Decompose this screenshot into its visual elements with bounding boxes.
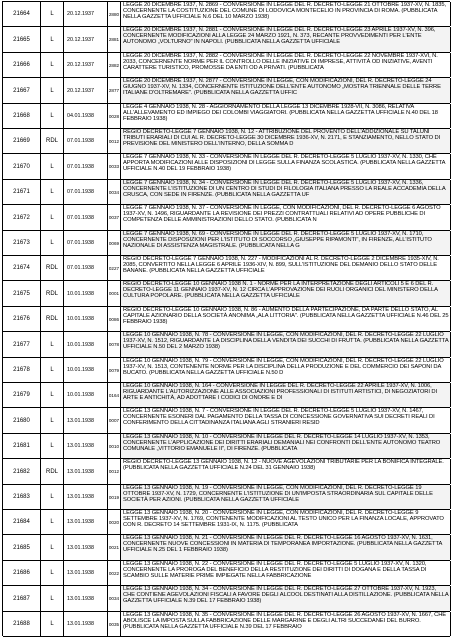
record-number: 21675 [3, 281, 41, 306]
record-type: L [41, 535, 64, 560]
record-type: L [41, 408, 64, 433]
record-type: L [41, 332, 64, 357]
record-code: 0164 [108, 383, 121, 407]
record-number: 21681 [3, 434, 41, 458]
record-number: 21673 [3, 231, 41, 255]
record-code: 0034 [108, 180, 121, 204]
record-type: L [41, 2, 64, 26]
table-row [3, 434, 450, 459]
record-code: 2881 [108, 27, 121, 52]
record-type: RDL [41, 307, 64, 331]
record-description: LEGGE 10 GENNAIO 1938, N. 164 - CONVERSIONE IN LEGGE DEL R. DECRETO-LEGGE 22 APRILE 1937-XV, N. 1006, RIGUARDANTE L'AUTORIZZAZIONE ALLE ASSOCIAZIONI PROFESSIONALI DI ISTITUTI ARTISTICI, DI NEGOZIATORI DI ARTE E ANTICHITÀ, AD ADOTTARE I CODICI DI ONORE E DI [121, 383, 451, 407]
record-type: L [41, 612, 64, 636]
table-row [3, 408, 450, 434]
record-code: 0035 [108, 612, 121, 636]
record-number: 21665 [3, 27, 41, 52]
record-date: 07.01.1938 [64, 154, 108, 179]
record-code: 2880 [108, 2, 121, 26]
record-date: 13.01.1938 [64, 408, 108, 433]
record-number: 21685 [3, 535, 41, 560]
record-date: 20.12.1937 [64, 27, 108, 52]
record-date: 20.12.1937 [64, 53, 108, 77]
table-row [3, 307, 450, 332]
record-type: RDL [41, 129, 64, 153]
record-date: 07.01.1938 [64, 231, 108, 255]
table-row [3, 2, 450, 27]
record-date: 20.12.1937 [64, 78, 108, 103]
table-row [3, 612, 450, 637]
table-row [3, 561, 450, 586]
record-description: LEGGE 13 GENNAIO 1938, N. 10 - CONVERSIONE IN LEGGE DEL R. DECRETO-LEGGE 14 LUGLIO 1937-XV, N. 1353, CONCERNENTE L'APPLICAZIONE DEI DIRITTI ERARIALI DEMANIALI NEI CONFRONTI DELL'ENTE AUTONOMO TEATRO COMUNALE „VITTORIO EMANUELE II", DI FIRENZE. (PUBBLICATA [121, 434, 451, 458]
record-description: LEGGE 7 GENNAIO 1938, N. 69 - CONVERSIONE IN LEGGE DEL R. DECRETO-LEGGE 5 LUGLIO 1937-XV, N. 1710, CONCERNENTE DISPOSIZIONI PER L'ISTITUTO DI SOCCORSO „GIUSEPPE RIPAMONTI", IN FIRENZE, ALL'ISTITUTO NAZIONALE DI ASSISTENZA MAGISTRALE. (PUBBLICATA NELLA G [121, 231, 451, 255]
record-date: 13.01.1938 [64, 535, 108, 560]
record-type: L [41, 180, 64, 204]
record-code: 0001 [108, 281, 121, 306]
table-row [3, 383, 450, 408]
record-date: 04.01.1938 [64, 104, 108, 128]
record-type: L [41, 510, 64, 534]
record-description: LEGGE 13 GENNAIO 1938, N. 19 - CONVERSIONE IN LEGGE, CON MODIFICAZIONI, DEL R. DECRETO-LEGGE 19 OTTOBRE 1937-XV, N. 1729, CONCERNENTE L'ISTITUZIONE DI UN'IMPOSTA STRAORDINARIA SUL CAPITALE DELLE SOCIETÀ PER AZIONI. (PUBBLICATA NELLA GAZZETTA UFFICIALE [121, 485, 451, 509]
record-code: 2877 [108, 78, 121, 103]
record-description: LEGGE 10 GENNAIO 1938, N. 79 - CONVERSIONE IN LEGGE, CON MODIFICAZIONI, DEL R. DECRETO-LEGGE 22 LUGLIO 1937-XV, N. 1513, CONTENENTE NORME PER LA DISCIPLINA DELLA PRODUZIONE E DEL COMMERCIO DEI SAPONI DA BUCATO. (PUBBLICATA NELLA GAZZETTA UFFICIALE N.50 D [121, 358, 451, 382]
table-row [3, 586, 450, 612]
record-date: 07.01.1938 [64, 256, 108, 280]
record-number: 21666 [3, 53, 41, 77]
record-number: 21670 [3, 154, 41, 179]
record-type: L [41, 485, 64, 509]
record-number: 21676 [3, 307, 41, 331]
record-code: 0019 [108, 485, 121, 509]
record-type: RDL [41, 281, 64, 306]
record-date: 07.01.1938 [64, 129, 108, 153]
record-type: L [41, 104, 64, 128]
record-description: LEGGE 7 GENNAIO 1938, N. 34 - CONVERSIONE IN LEGGE DEL R. DECRETO-LEGGE 5 LUGLIO 1937-XV, N. 1336, CONCERNENTE L'ISTITUZIONE DI UN CENTRO DI STUDI DI FILOLOGIA ITALIANA PRESSO LA REALE ACCADEMIA DELLA CRUSCA, CON SEDE IN FIRENZE. (PUBBLICATA NELLA GAZZETTA UF [121, 180, 451, 204]
record-description: REGIO DECRETO-LEGGE 13 GENNAIO 1938, N. 12 - NUOVE AGEVOLAZIONI TRIBUTARIE PER LA BONIFICA INTEGRALE. (PUBBLICATA NELLA GAZZETTA UFFICIALE N.24 DEL 31 GENNAIO 1938) [121, 459, 451, 484]
table-row [3, 180, 450, 205]
record-date: 20.12.1937 [64, 2, 108, 26]
record-number: 21678 [3, 358, 41, 382]
record-description: LEGGE 13 GENNAIO 1938, N. 21 - CONVERSIONE IN LEGGE DEL R. DECRETO-LEGGE 16 AGOSTO 1937-XV, N. 1631, CONCERNENTE NUOVE CONCESSIONI IN MATERIA DI TEMPORANEA IMPORTAZIONE. (PUBBLICATA NELLA GAZZETTA UFFICIALE N.25 DEL 1 FEBBRAIO 1938) [121, 535, 451, 560]
record-number: 21672 [3, 205, 41, 230]
record-number: 21674 [3, 256, 41, 280]
record-type: L [41, 434, 64, 458]
table-row [3, 154, 450, 180]
record-date: 07.01.1938 [64, 180, 108, 204]
record-number: 21668 [3, 104, 41, 128]
table-row [3, 332, 450, 358]
record-number: 21667 [3, 78, 41, 103]
table-row [3, 459, 450, 485]
record-number: 21686 [3, 561, 41, 585]
record-type: L [41, 205, 64, 230]
record-description: LEGGE 13 GENNAIO 1938, N. 34 - CONVERSIONE IN LEGGE DEL R. DECRETO-LEGGE 27 OTTOBRE 1937-XV, N. 1923, CHE CONTIENE AGEVOLAZIONI FISCALI A FAVORE DEGLI ALCOOL DESTINATI ALLA DISTILLAZIONE. (PUBBLICATA NELLA GAZZETTA UFFICIALE N.39 DEL 17 FEBBRAIO 1938) [121, 586, 451, 611]
record-description: LEGGE 20 DICEMBRE 1937, N. 2882 - CONVERSIONE IN LEGGE DEL R. DECRETO-LEGGE 22 NOVEMBRE 1937-XVI, N. 2033, CONCERNENTE NORME PER IL CONTROLLO DELLE INIZIATIVE DI IMPRESE, ATTIVITÀ OD INIZIATIVE, AVENTI CARATTERE TURISTICO, PROMOSSE DA ENTI OD A PRIVATI. (PUBBLICATA [121, 53, 451, 77]
table-row [3, 129, 450, 154]
table-row [3, 104, 450, 129]
table-row [3, 535, 450, 561]
table-row [3, 485, 450, 510]
record-date: 13.01.1938 [64, 434, 108, 458]
record-description: REGIO DECRETO-LEGGE 10 GENNAIO 1938, N. 86 - AUMENTO DELLA PARTECIPAZIONE, DA PARTE DELLO STATO, AL CAPITALE AZIONARIO DELLA SOCIETÀ ANONIMA „ALA LITTORIA". (PUBBLICATA NELLA GAZZETTA UFFICIALE N.46 DEL 25 FEBBRAIO 1938) [121, 307, 451, 331]
record-type: L [41, 383, 64, 407]
record-date: 10.01.1938 [64, 358, 108, 382]
record-code: 0021 [108, 535, 121, 560]
record-code: 0022 [108, 561, 121, 585]
record-date: 13.01.1938 [64, 459, 108, 484]
table-row [3, 358, 450, 383]
record-number: 21680 [3, 408, 41, 433]
record-type: L [41, 561, 64, 585]
table-row [3, 256, 450, 281]
record-number: 21688 [3, 612, 41, 636]
record-date: 07.01.1938 [64, 205, 108, 230]
record-code: 0037 [108, 205, 121, 230]
record-number: 21682 [3, 459, 41, 484]
record-date: 13.01.1938 [64, 561, 108, 585]
record-code: 2882 [108, 53, 121, 77]
table-row [3, 281, 450, 307]
record-date: 10.01.1938 [64, 281, 108, 306]
record-number: 21671 [3, 180, 41, 204]
record-type: L [41, 586, 64, 611]
record-code: 0007 [108, 408, 121, 433]
record-description: LEGGE 20 DICEMBRE 1937, N. 2869 - CONVERSIONE IN LEGGE DEL R. DECRETO-LEGGE 21 OTTOBRE 1937-XV, N. 1835, CONCERNENTE LA COSTITUZIONE DEL COMUNE DI LODOVICA MONTECELIO IN PROVINCIA DI ROMA. (PUBBLICATA NELLA GAZZETTA UFFICIALE N.6 DEL 10 MARZO 1938) [121, 2, 451, 26]
record-code: 0034 [108, 586, 121, 611]
record-type: L [41, 231, 64, 255]
table-row [3, 205, 450, 231]
record-code: 0079 [108, 358, 121, 382]
record-date: 13.01.1938 [64, 586, 108, 611]
record-number: 21669 [3, 129, 41, 153]
record-number: 21677 [3, 332, 41, 357]
record-code: 0010 [108, 434, 121, 458]
table-row [3, 510, 450, 535]
table-row [3, 27, 450, 53]
record-code: 0012 [108, 459, 121, 484]
record-description: REGIO DECRETO-LEGGE 10 GENNAIO 1938 N. 1 - NORME PER LA INTERPRETAZIONE DEGLI ARTICOLI 5 E 6 DEL R. DECRETO-LEGGE 11 GENNAIO 1937-XV, N. 12 CIRCA L'APPROVAZIONE DEI RUOLI ORGANICI DEL MINISTERO DELLA CULTURA POPOLARE. (PUBBLICATA NELLA GAZZETTA UFFICIALE [121, 281, 451, 306]
table-row [3, 53, 450, 78]
record-code: 0078 [108, 332, 121, 357]
record-type: L [41, 27, 64, 52]
record-description: LEGGE 20 DICEMBRE 1937, N. 2881 - CONVERSIONE IN LEGGE DEL R. DECRETO-LEGGE 23 APRILE 1937-XV, N. 396, CONCERNENTE MODIFICAZIONI ALLA LEGGE 24 MARZO 1921, N. 373, RECANTE PROVVEDIMENTI PER L'ENTE AUTONOMO „VOLTURNO" IN NAPOLI. (PUBBLICATA NELLA GAZZETTA UFFICIALE [121, 27, 451, 52]
record-number: 21664 [3, 2, 41, 26]
table-row [3, 231, 450, 256]
record-type: RDL [41, 459, 64, 484]
record-description: LEGGE 10 GENNAIO 1938, N. 78 - CONVERSIONE IN LEGGE, CON MODIFICAZIONI, DEL R. DECRETO-LEGGE 22 LUGLIO 1937-XV, N. 1512, RIGUARDANTE LA DISCIPLINA DELLA VENDITA DEI SUCCHI DI FRUTTA. (PUBBLICATA NELLA GAZZETTA UFFICIALE N.50 DEL 2 MARZO 1938) [121, 332, 451, 357]
record-description: LEGGE 7 GENNAIO 1938, N. 33 - CONVERSIONE IN LEGGE DEL R. DECRETO-LEGGE 5 LUGLIO 1937-XV, N. 1330, CHE APPORTA MODIFICAZIONI ALLE DISPOSIZIONI DI LEGGE SULLA FINANZA SCOLASTICA. (PUBBLICATA NELLA GAZZETTA UFFICIALE N.40 DEL 19 FEBBRAIO 1938) [121, 154, 451, 179]
record-code: 0227 [108, 256, 121, 280]
record-code: 0020 [108, 510, 121, 534]
record-type: L [41, 154, 64, 179]
record-date: 10.01.1938 [64, 383, 108, 407]
record-number: 21687 [3, 586, 41, 611]
record-date: 10.01.1938 [64, 307, 108, 331]
record-description: REGIO DECRETO-LEGGE 7 GENNAIO 1938, N. 227 - MODIFICAZIONI AL R. DECRETO-LEGGE 2 DICEMBRE 1935-XIV, N. 2085, CONVERTITO NELLA LEGGE 6 APRILE 1936-XIV, N. 899, SULL'ISTITUZIONE DEL DEMANIO DELLO STATO DELLE BANANE. (PUBBLICATA NELLA GAZZETTA UFFICIALE [121, 256, 451, 280]
record-type: L [41, 53, 64, 77]
record-description: LEGGE 13 GENNAIO 1938, N. 20 - CONVERSIONE IN LEGGE, CON MODIFICAZIONI, DEL R. DECRETO-LEGGE 9 SETTEMBRE 1937-XV, N. 1769, CONTENENTE MODIFICAZIONI AL TESTO UNICO PER LA FINANZA LOCALE, APPROVATO CON R. DECRETO 14 SETTEMBRE 1931-IX, N. 1175. (PUBBLICATA [121, 510, 451, 534]
record-number: 21684 [3, 510, 41, 534]
record-code: 0012 [108, 129, 121, 153]
record-description: REGIO DECRETO-LEGGE 7 GENNAIO 1938, N. 12 - ATTRIBUZIONE DEL PROVENTO DELL'ADDIZIONALE SU TALUNI TRIBUTI ERARIALI DI CUI AL R. DECRETO-LEGGE 30 DICEMBRE 1936-XV, N. 2171, E STANZIAMENTO, NELLO STATO DI PREVISIONE DEL MINISTERO DELL'INTERNO, DELLA SOMMA D [121, 129, 451, 153]
record-number: 21679 [3, 383, 41, 407]
record-date: 13.01.1938 [64, 510, 108, 534]
record-date: 13.01.1938 [64, 485, 108, 509]
record-description: LEGGE 4 GENNAIO 1938, N. 28 - AGGIORNAMENTO DELLA LEGGE 13 DICEMBRE 1928-VII, N. 3086, RELATIVA ALL'ALLEVAMENTO ED IMPIEGO DEI COLOMBI VIAGGIATORI. (PUBBLICATA NELLA GAZZETTA UFFICIALE N.40 DEL 18 FEBBRAIO 1938) [121, 104, 451, 128]
record-description: LEGGE 13 GENNAIO 1938, N. 7 - CONVERSIONE IN LEGGE DEL R. DECRETO-LEGGE 5 LUGLIO 1937-XV, N. 1467, CONCERNENTE ESONERI DAL PAGAMENTO DELLA TASSA DI CONCESSIONE GOVERNATIVA SUI DECRETI REALI DI CONFERIMENTO DELLA CITTADINANZA ITALIANA AGLI STRANIERI RESID [121, 408, 451, 433]
record-type: L [41, 78, 64, 103]
record-code: 0069 [108, 231, 121, 255]
record-date: 13.01.1938 [64, 612, 108, 636]
record-code: 0086 [108, 307, 121, 331]
record-code: 0028 [108, 104, 121, 128]
records-table [2, 1, 450, 636]
record-type: L [41, 358, 64, 382]
record-date: 10.01.1938 [64, 332, 108, 357]
record-number: 21683 [3, 485, 41, 509]
record-description: LEGGE 13 GENNAIO 1938, N. 35 - CONVERSIONE IN LEGGE DEL R. DECRETO-LEGGE 26 AGOSTO 1937-XV, N. 1667, CHE ABOLISCE LA IMPOSTA SULLA FABBRICAZIONE DELLE MARGARINE E DEGLI ALTRI SUCCEDANEI DEL BURRO. (PUBBLICATA NELLA GAZZETTA UFFICIALE N.39 DEL 17 FEBBRAIO [121, 612, 451, 636]
table-row [3, 78, 450, 104]
record-code: 0033 [108, 154, 121, 179]
record-type: RDL [41, 256, 64, 280]
record-description: LEGGE 7 GENNAIO 1938, N. 37 - CONVERSIONE IN LEGGE, CON MODIFICAZIONI, DEL R. DECRETO-LEGGE 6 AGOSTO 1937-XV, N. 1496, RIGUARDANTE LA REVISIONE DEI PREZZI CONTRATTUALI RELATIVI AD OPERE PUBBLICHE DI COMPETENZA DELLE AMMINISTRAZIONI DELLO STATO. (PUBBLICATA N [121, 205, 451, 230]
record-description: LEGGE 13 GENNAIO 1938, N. 22 - CONVERSIONE IN LEGGE DEL R. DECRETO-LEGGE 5 LUGLIO 1937-XV, N. 1320, CONCERNENTE LA PROROGA DEL BENEFICIO DELLA RESTITUZIONE DEI DIRITTI DI DOGANA E DELLA TASSA DI SCAMBIO SULLE MATERIE PRIME IMPIEGATE NELLA FABBRICAZIONE [121, 561, 451, 585]
record-description: LEGGE 20 DICEMBRE 1937, N. 2877 - CONVERSIONE IN LEGGE, CON MODIFICAZIONI, DEL R. DECRETO-LEGGE 24 GIUGNO 1937-XV, N. 1334, CONCERNENTE ISTITUZIONE DELL'ENTE AUTONOMO „MOSTRA TRIENNALE DELLE TERRE ITALIANE D'OLTREMARE". (PUBBLICATA NELLA GAZZETTA UFFIC [121, 78, 451, 103]
